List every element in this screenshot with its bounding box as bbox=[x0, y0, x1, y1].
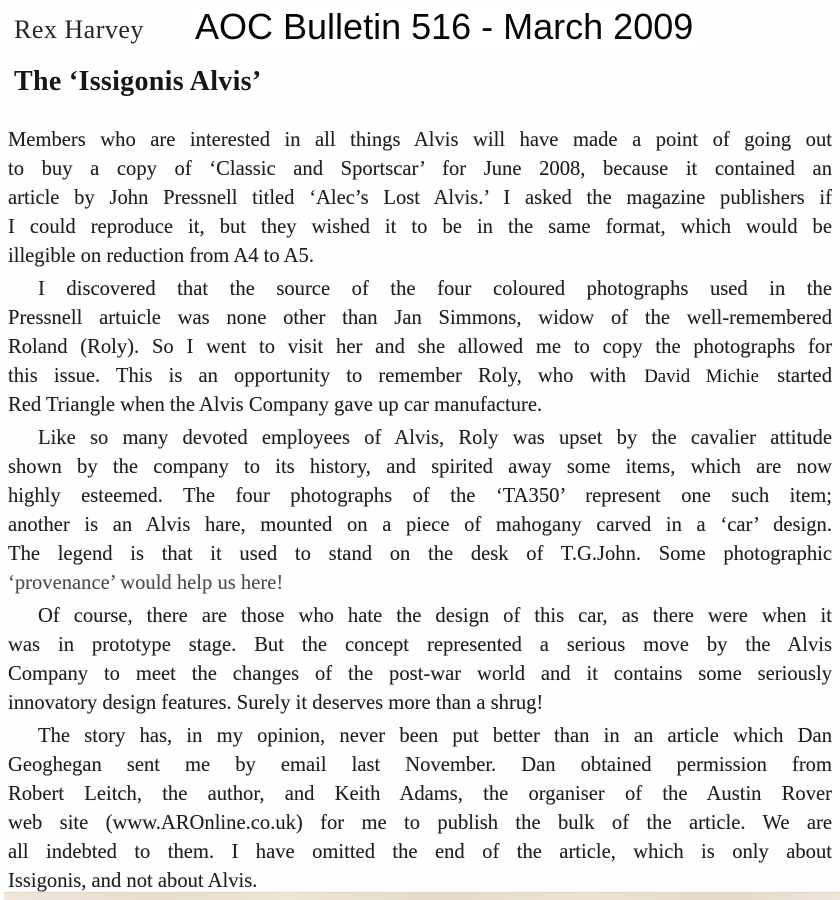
text-line: Roland (Roly). So I went to visit her and she allowed me to copy the photographs for bbox=[8, 336, 832, 358]
text-line: Issigonis, and not about Alvis. bbox=[8, 870, 258, 892]
text-line: The legend is that it used to stand on the desk of T.G.John. Some photographic bbox=[8, 543, 832, 565]
text-line: all indebted to them. I have omitted the end of the article, which is only about bbox=[8, 841, 832, 863]
text-line: highly esteemed. The four photographs of the ‘TA350’ represent one such item; bbox=[8, 485, 832, 507]
article-heading: The ‘Issigonis Alvis’ bbox=[14, 66, 262, 97]
text-line: shown by the company to its history, and spirited away some items, which are now bbox=[8, 456, 832, 478]
text-line: Like so many devoted employees of Alvis, Roly was upset by the cavalier attitude bbox=[38, 427, 832, 449]
text-line: article by John Pressnell titled ‘Alec’s Lost Alvis.’ I asked the magazine publishers if bbox=[8, 187, 832, 209]
text-line: Red Triangle when the Alvis Company gave up car manufacture. bbox=[8, 394, 543, 416]
page-header bbox=[0, 0, 840, 60]
text-line: The story has, in my opinion, never been put better than in an article which Dan bbox=[38, 725, 832, 747]
paragraph-4 bbox=[8, 602, 832, 718]
text-line: illegible on reduction from A4 to A5. bbox=[8, 245, 314, 267]
text-line-with-patch bbox=[8, 362, 832, 391]
bulletin-title: AOC Bulletin 516 - March 2009 bbox=[193, 4, 701, 50]
paragraph-3 bbox=[8, 424, 832, 598]
text-line: another is an Alvis hare, mounted on a piece of mahogany carved in a ‘car’ design. bbox=[8, 514, 832, 536]
text-segment: started bbox=[777, 365, 832, 387]
text-segment: this issue. This is an opportunity to remember Roly, who with bbox=[8, 365, 627, 387]
article-body bbox=[8, 126, 832, 896]
text-line: Pressnell artuicle was none other than Jan Simmons, widow of the well-remembered bbox=[8, 307, 832, 329]
text-line: Company to meet the changes of the post-war world and it contains some seriously bbox=[8, 663, 832, 685]
patched-name-text: David Michie bbox=[644, 366, 759, 387]
paragraph-2 bbox=[8, 275, 832, 420]
paragraph-5 bbox=[8, 722, 832, 896]
text-line: I discovered that the source of the four coloured photographs used in the bbox=[38, 278, 832, 300]
text-line: innovatory design features. Surely it deserves more than a shrug! bbox=[8, 692, 544, 714]
text-line: was in prototype stage. But the concept represented a serious move by the Alvis bbox=[8, 634, 832, 656]
author-name: Rex Harvey bbox=[14, 15, 144, 44]
text-line: ‘provenance’ would help us here! bbox=[8, 572, 284, 594]
text-line: to buy a copy of ‘Classic and Sportscar’ for June 2008, because it contained an bbox=[8, 158, 832, 180]
text-line: Of course, there are those who hate the design of this car, as there were when it bbox=[38, 605, 832, 627]
text-line: Robert Leitch, the author, and Keith Adams, the organiser of the Austin Rover bbox=[8, 783, 832, 805]
text-line: web site (www.AROnline.co.uk) for me to publish the bulk of the article. We are bbox=[8, 812, 832, 834]
text-line: Geoghegan sent me by email last November. Dan obtained permission from bbox=[8, 754, 832, 776]
paragraph-1 bbox=[8, 126, 832, 271]
text-line: I could reproduce it, but they wished it to be in the same format, which would be bbox=[8, 216, 832, 238]
next-photo-top-edge bbox=[4, 892, 840, 900]
text-line: Members who are interested in all things Alvis will have made a point of going out bbox=[8, 129, 832, 151]
